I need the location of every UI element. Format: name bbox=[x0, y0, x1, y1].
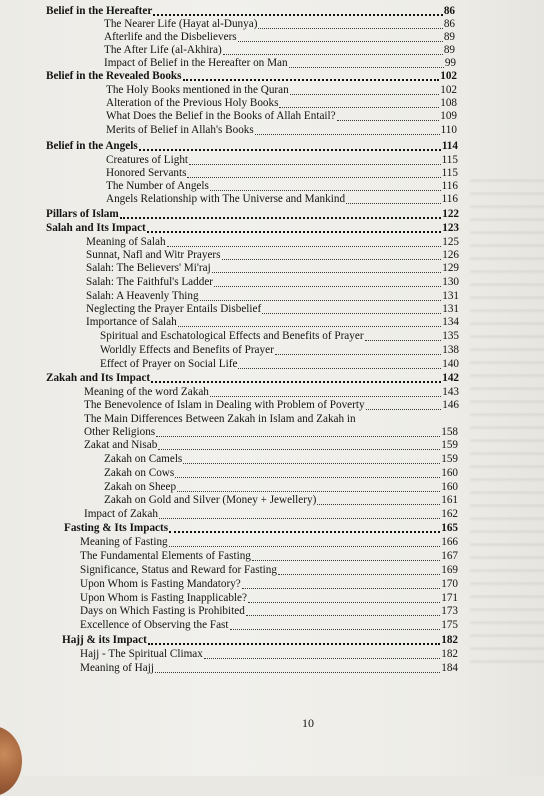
toc-page: 182 bbox=[441, 634, 458, 646]
toc-title: Zakah on Gold and Silver (Money + Jewellery) bbox=[104, 494, 317, 506]
toc-page: 140 bbox=[442, 358, 459, 370]
toc-entry bbox=[84, 426, 458, 439]
toc-title: Honored Servants bbox=[106, 167, 187, 179]
toc-page: 166 bbox=[441, 536, 458, 548]
toc-title: Upon Whom is Fasting Inapplicable? bbox=[80, 592, 247, 604]
toc-entry bbox=[86, 290, 459, 303]
toc-page: 109 bbox=[440, 110, 457, 122]
toc-title: Sunnat, Nafl and Witr Prayers bbox=[86, 249, 221, 261]
toc-entry bbox=[80, 619, 458, 632]
toc-page: 131 bbox=[442, 303, 459, 315]
toc-title: Afterlife and the Disbelievers bbox=[104, 31, 237, 43]
toc-title: Excellence of Observing the Fast bbox=[80, 619, 229, 631]
toc-title: Fasting & Its Impacts bbox=[64, 522, 169, 534]
toc-entry bbox=[86, 303, 459, 316]
toc-title: Neglecting the Prayer Entails Disbelief bbox=[86, 303, 262, 315]
toc-page: 123 bbox=[442, 222, 459, 234]
toc-page: 159 bbox=[441, 439, 458, 451]
toc-title: The Number of Angels bbox=[106, 180, 209, 192]
toc-page: 160 bbox=[441, 481, 458, 493]
toc-page: 162 bbox=[441, 508, 458, 520]
toc-entry bbox=[80, 564, 458, 577]
toc-title: Hajj & its Impact bbox=[62, 634, 147, 646]
toc-entry bbox=[104, 467, 458, 480]
toc-entry bbox=[104, 494, 458, 507]
toc-entry bbox=[86, 316, 459, 329]
toc-entry bbox=[104, 31, 455, 44]
toc-entry bbox=[106, 110, 457, 123]
toc-title: Significance, Status and Reward for Fasting bbox=[80, 564, 277, 576]
toc-title: Belief in the Angels bbox=[46, 140, 138, 152]
toc-entry bbox=[100, 358, 459, 371]
toc-title: Angels Relationship with The Universe and Mankind bbox=[106, 193, 346, 205]
toc-page: 126 bbox=[442, 249, 459, 261]
toc-title: The Holy Books mentioned in the Quran bbox=[106, 84, 289, 96]
toc-page: 86 bbox=[443, 5, 455, 17]
toc-entry bbox=[104, 453, 458, 466]
toc-page: 122 bbox=[442, 208, 459, 220]
toc-entry bbox=[62, 634, 458, 647]
toc-page: 169 bbox=[441, 564, 458, 576]
toc-entry bbox=[106, 154, 458, 167]
toc-page: 135 bbox=[442, 330, 459, 342]
toc-page: 175 bbox=[441, 619, 458, 631]
toc-entry bbox=[84, 399, 459, 412]
toc-title: Alteration of the Previous Holy Books bbox=[106, 97, 279, 109]
toc-title: Spiritual and Eschatological Effects and Benefits of Prayer bbox=[100, 330, 364, 342]
toc-page: 86 bbox=[443, 18, 455, 30]
toc-entry bbox=[100, 344, 459, 357]
toc-title: Worldly Effects and Benefits of Prayer bbox=[100, 344, 274, 356]
toc-page: 173 bbox=[441, 605, 458, 617]
page-number: 10 bbox=[302, 716, 314, 730]
toc-entry bbox=[104, 18, 455, 31]
toc-entry bbox=[86, 262, 459, 275]
toc-title: What Does the Belief in the Books of Allah Entail? bbox=[106, 110, 336, 122]
toc-page: 116 bbox=[441, 193, 458, 205]
toc-entry bbox=[80, 578, 458, 591]
toc-page: 142 bbox=[442, 372, 459, 384]
toc-page: 115 bbox=[441, 154, 458, 166]
toc-title: Belief in the Revealed Books bbox=[46, 70, 182, 82]
toc-entry bbox=[80, 536, 458, 549]
toc-title: Meaning of Hajj bbox=[80, 662, 154, 674]
toc-entry bbox=[106, 193, 458, 206]
toc-entry bbox=[64, 522, 458, 535]
toc-page: 167 bbox=[441, 550, 458, 562]
toc-title: The Fundamental Elements of Fasting bbox=[80, 550, 251, 562]
toc-entry bbox=[86, 276, 459, 289]
toc-entry bbox=[80, 550, 458, 563]
toc-entry bbox=[100, 330, 459, 343]
toc-entry bbox=[106, 84, 457, 97]
toc-page: 159 bbox=[441, 453, 458, 465]
toc-entry bbox=[46, 5, 455, 18]
toc-entry bbox=[104, 44, 455, 57]
toc-page: 131 bbox=[442, 290, 459, 302]
toc-entry-line: The Main Differences Between Zakah in Islam and Zakah in bbox=[84, 413, 356, 425]
toc-title: Zakah on Camels bbox=[104, 453, 183, 465]
toc-entry bbox=[104, 481, 458, 494]
toc-title: Salah: The Faithful's Ladder bbox=[86, 276, 214, 288]
toc-title: Hajj - The Spiritual Climax bbox=[80, 648, 203, 660]
toc-page: 171 bbox=[441, 592, 458, 604]
toc-title: Meaning of Salah bbox=[86, 236, 166, 248]
toc-title: Pillars of Islam bbox=[46, 208, 119, 220]
toc-entry bbox=[46, 140, 458, 153]
toc-page: 161 bbox=[441, 494, 458, 506]
toc-page: 130 bbox=[442, 276, 459, 288]
toc-title: Salah: The Believers' Mi'raj bbox=[86, 262, 211, 274]
toc-page: 102 bbox=[440, 84, 457, 96]
toc-page: 158 bbox=[441, 426, 458, 438]
toc-title: The Benevolence of Islam in Dealing with Problem of Poverty bbox=[84, 399, 365, 411]
toc-title: Days on Which Fasting is Prohibited bbox=[80, 605, 245, 617]
toc-title: Zakat and Nisab bbox=[84, 439, 158, 451]
toc-title: Salah and Its Impact bbox=[46, 222, 146, 234]
toc-page: 182 bbox=[441, 648, 458, 660]
toc-page: 143 bbox=[442, 386, 459, 398]
toc-page: 89 bbox=[443, 44, 455, 56]
toc-entry bbox=[84, 508, 458, 521]
toc-page: 170 bbox=[441, 578, 458, 590]
toc-title: Zakah on Cows bbox=[104, 467, 175, 479]
toc-title: Other Religions bbox=[84, 426, 156, 438]
toc-entry bbox=[86, 249, 459, 262]
toc-entry bbox=[80, 605, 458, 618]
toc-entry bbox=[106, 167, 458, 180]
toc-page: 115 bbox=[441, 167, 458, 179]
toc-title: Meaning of the word Zakah bbox=[84, 386, 209, 398]
toc-entry bbox=[46, 222, 459, 235]
toc-page: 108 bbox=[440, 97, 457, 109]
toc-page: 89 bbox=[443, 31, 455, 43]
toc-page: 125 bbox=[442, 236, 459, 248]
toc-title: Impact of Belief in the Hereafter on Man bbox=[104, 57, 288, 69]
toc-entry bbox=[46, 372, 459, 385]
toc-title: The After Life (al-Akhira) bbox=[104, 44, 222, 56]
toc-title: Belief in the Hereafter bbox=[46, 5, 153, 17]
toc-entry bbox=[106, 97, 457, 110]
toc-entry bbox=[46, 70, 457, 83]
toc-entry bbox=[84, 439, 458, 452]
toc-entry bbox=[46, 208, 459, 221]
toc-title: Salah: A Heavenly Thing bbox=[86, 290, 199, 302]
toc-page: 99 bbox=[444, 57, 456, 69]
toc-page: 134 bbox=[442, 316, 459, 328]
toc-title: The Nearer Life (Hayat al-Dunya) bbox=[104, 18, 258, 30]
toc-title: Importance of Salah bbox=[86, 316, 177, 328]
toc-page: 165 bbox=[441, 522, 458, 534]
toc-title: Meaning of Fasting bbox=[80, 536, 168, 548]
toc-page: 129 bbox=[442, 262, 459, 274]
toc-entry bbox=[84, 386, 459, 399]
toc-entry bbox=[86, 236, 459, 249]
toc-page: 114 bbox=[441, 140, 458, 152]
toc-entry bbox=[106, 180, 458, 193]
toc-page: 110 bbox=[440, 124, 457, 136]
toc-page: 116 bbox=[441, 180, 458, 192]
toc-title: Zakah and Its Impact bbox=[46, 372, 151, 384]
toc-title: Creatures of Light bbox=[106, 154, 189, 166]
toc-title: Upon Whom is Fasting Mandatory? bbox=[80, 578, 241, 590]
toc-page: 138 bbox=[442, 344, 459, 356]
toc-entry bbox=[106, 124, 457, 137]
toc-entry bbox=[80, 648, 458, 661]
toc-entry bbox=[80, 592, 458, 605]
toc-page: 146 bbox=[442, 399, 459, 411]
toc-entry bbox=[80, 662, 458, 675]
toc-title: Effect of Prayer on Social Life bbox=[100, 358, 238, 370]
toc-page: 102 bbox=[440, 70, 457, 82]
toc-title: Impact of Zakah bbox=[84, 508, 158, 520]
toc-page: 184 bbox=[441, 662, 458, 674]
toc-entry bbox=[104, 57, 456, 70]
toc-title: Merits of Belief in Allah's Books bbox=[106, 124, 254, 136]
toc-title: Zakah on Sheep bbox=[104, 481, 177, 493]
toc-page: 160 bbox=[441, 467, 458, 479]
